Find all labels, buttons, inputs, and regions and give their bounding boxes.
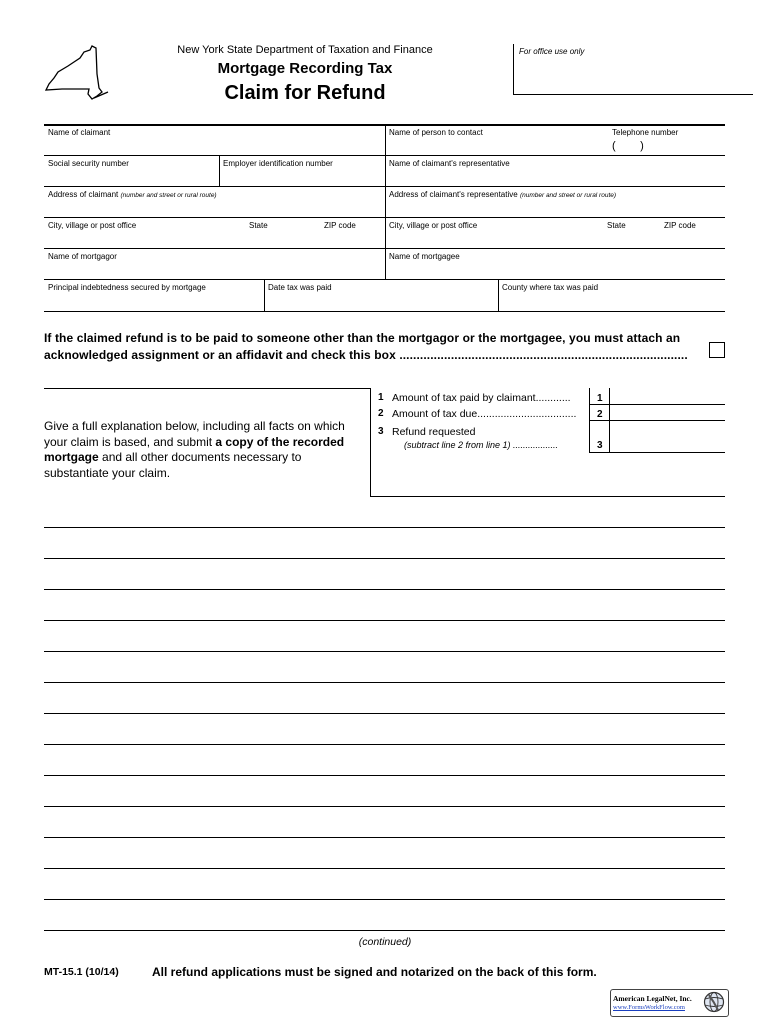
form-number: MT-15.1 (10/14) [44, 966, 119, 978]
form-title-line1: Mortgage Recording Tax [217, 60, 393, 77]
explanation-line [44, 868, 725, 869]
explanation-line [44, 930, 725, 931]
claimant-state-label: State [249, 221, 268, 230]
line3-number: 3 [378, 426, 384, 437]
globe-icon [703, 991, 725, 1013]
explanation-line [44, 620, 725, 621]
line3-label: Refund requested [392, 426, 476, 438]
line3-subtext: (subtract line 2 from line 1) .................. [404, 440, 559, 450]
explanation-line [44, 651, 725, 652]
explanation-line [44, 589, 725, 590]
mortgagee-label: Name of mortgagee [389, 252, 460, 261]
line1-box-number: 1 [597, 393, 603, 404]
assignment-notice: If the claimed refund is to be paid to someone other than the mortgagor or the mortgagee, you must attach an acknowledged assignment or an affidavit and check this box .................................................................................... [44, 331, 688, 362]
logo-website-link[interactable]: www.FormsWorkFlow.com [613, 1004, 685, 1011]
line2-box-number: 2 [597, 409, 603, 420]
contact-name-label: Name of person to contact [389, 128, 483, 137]
line2-amount-field[interactable] [610, 405, 725, 420]
office-use-label: For office use only [519, 47, 585, 56]
line1-amount-field[interactable] [610, 389, 725, 404]
telephone-area-code: ( ) [612, 140, 644, 152]
mortgagor-label: Name of mortgagor [48, 252, 117, 261]
continued-note: (continued) [358, 936, 412, 948]
department-name: New York State Department of Taxation and Finance [177, 44, 433, 56]
notarization-notice: All refund applications must be signed and notarized on the back of this form. [152, 965, 597, 979]
line3-box-number: 3 [597, 440, 603, 451]
line2-label: Amount of tax due.................................. [392, 408, 577, 420]
explanation-line [44, 837, 725, 838]
explanation-line [44, 899, 725, 900]
representative-zip-label: ZIP code [664, 221, 696, 230]
logo-company-name: American LegalNet, Inc. [613, 994, 692, 1003]
representative-state-label: State [607, 221, 626, 230]
assignment-checkbox[interactable] [709, 342, 725, 358]
claimant-city-label: City, village or post office [48, 221, 137, 230]
principal-label: Principal indebtedness secured by mortgage [48, 283, 206, 292]
line2-number: 2 [378, 408, 384, 419]
form-title-line2: Claim for Refund [224, 82, 386, 104]
explanation-line [44, 682, 725, 683]
county-label: County where tax was paid [502, 283, 599, 292]
explanation-line [44, 806, 725, 807]
line3-amount-field[interactable] [610, 421, 725, 452]
ssn-label: Social security number [48, 159, 129, 168]
date-paid-label: Date tax was paid [268, 283, 332, 292]
telephone-label: Telephone number [612, 128, 679, 137]
explanation-line [44, 527, 725, 528]
line1-label: Amount of tax paid by claimant............ [392, 392, 571, 404]
explanation-line [44, 775, 725, 776]
representative-city-label: City, village or post office [389, 221, 478, 230]
claimant-address-label: Address of claimant (number and street or rural route) [48, 190, 217, 199]
representative-address-label: Address of claimant's representative (number and street or rural route) [389, 190, 617, 199]
claimant-name-label: Name of claimant [48, 128, 111, 137]
explanation-line [44, 744, 725, 745]
representative-name-label: Name of claimant's representative [389, 159, 510, 168]
explanation-line [44, 713, 725, 714]
explanation-instructions: Give a full explanation below, including all facts on which your claim is based, and submit a copy of the recorded mortgage and all other documents necessary to substantiate your claim. [44, 419, 345, 480]
ein-label: Employer identification number [223, 159, 333, 168]
line1-number: 1 [378, 392, 384, 403]
claimant-zip-label: ZIP code [324, 221, 356, 230]
explanation-line [44, 558, 725, 559]
